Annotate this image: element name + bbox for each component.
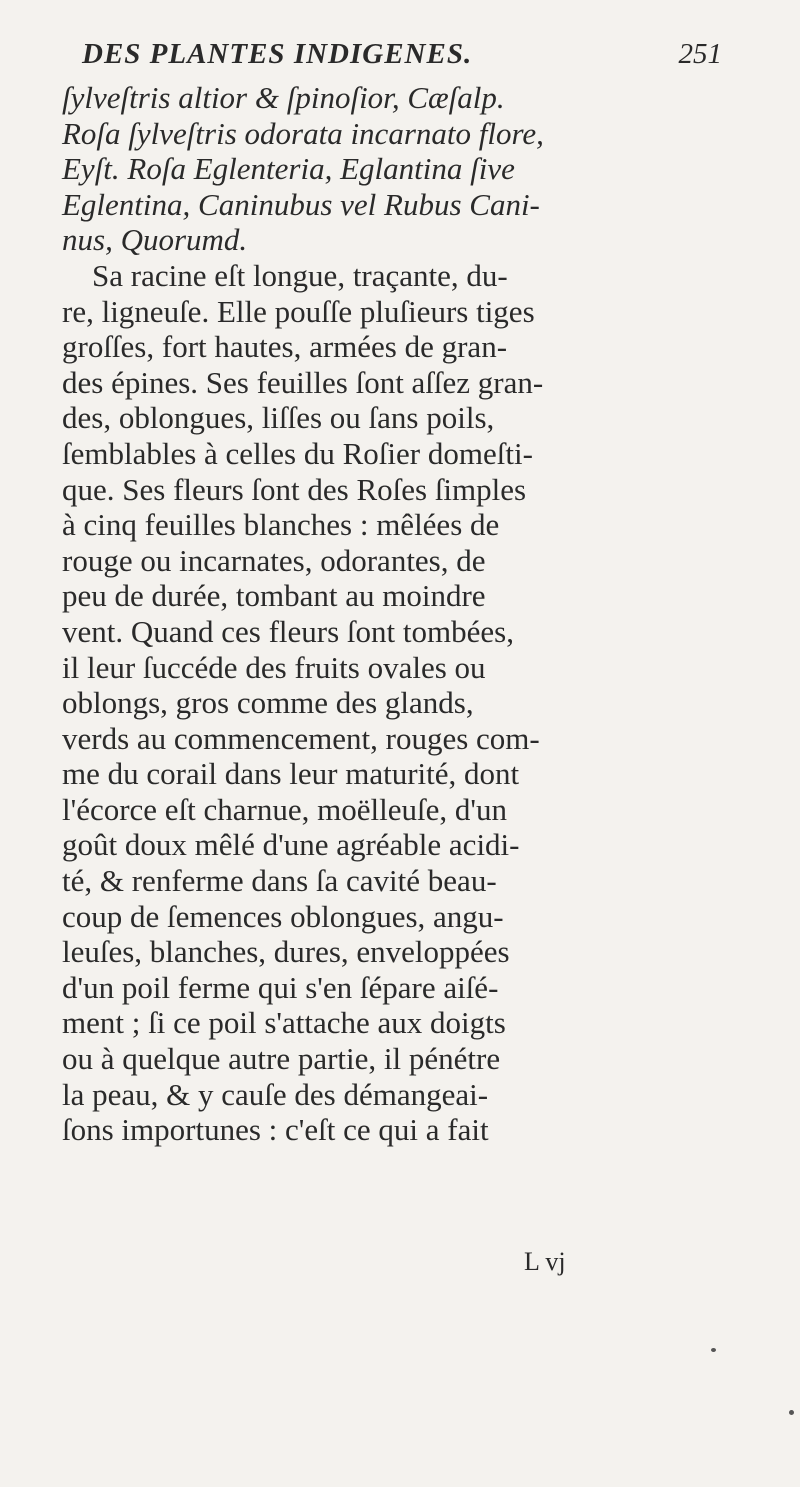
text-line: à cinq feuilles blanches : mêlées de [62,507,500,543]
body-text [62,80,752,1148]
text-line: ou à quelque autre partie, il pénétre [62,1041,501,1077]
text-line: Roſa ſylveſtris odorata incarnato flore, [62,115,544,151]
signature-mark: L vj [524,1247,566,1276]
text-line: il leur ſuccéde des fruits ovales ou [62,649,486,685]
text-line: peu de durée, tombant au moindre [62,578,486,614]
text-line: Eglentina, Caninubus vel Rubus Cani- [62,186,540,222]
page-number: 251 [678,38,722,70]
text-line: verds au commencement, rouges com- [62,720,540,756]
text-line: groſſes, fort hautes, armées de gran- [62,329,508,365]
ink-speck [789,1410,794,1415]
text-line: la peau, & y cauſe des démangeai- [62,1076,489,1112]
text-line: des épines. Ses feuilles ſont aſſez gran- [62,364,544,400]
text-line: des, oblongues, liſſes ou ſans poils, [62,400,495,436]
text-line: l'écorce eſt charnue, moëlleuſe, d'un [62,791,507,827]
text-line: vent. Quand ces fleurs ſont tombées, [62,613,514,649]
text-line: rouge ou incarnates, odorantes, de [62,542,486,578]
text-line: ſemblables à celles du Roſier domeſti- [62,435,533,471]
text-line: ſylveſtris altior & ſpinoſior, Cæſalp. [62,80,505,115]
text-line: me du corail dans leur maturité, dont [62,756,520,792]
running-title: DES PLANTES INDIGENES. [82,38,473,70]
text-line: coup de ſemences oblongues, angu- [62,898,504,934]
text-line: oblongs, gros comme des glands, [62,685,474,721]
text-line: leuſes, blanches, dures, enveloppées [62,934,510,970]
text-line: Sa racine eſt longue, traçante, du- [92,257,508,293]
ink-speck [711,1348,716,1352]
text-line: ſons importunes : c'eſt ce qui a fait [62,1112,489,1148]
text-line: goût doux mêlé d'une agréable acidi- [62,827,520,863]
text-line: Eyſt. Roſa Eglenteria, Eglantina ſive [62,151,515,187]
running-head [82,38,722,78]
text-line: que. Ses fleurs ſont des Roſes ſimples [62,471,527,507]
text-line: re, ligneuſe. Elle pouſſe pluſieurs tiges [62,293,535,329]
text-line: ment ; ſi ce poil s'attache aux doigts [62,1005,506,1041]
text-line: nus, Quorumd. [62,222,248,258]
text-line: d'un poil ferme qui s'en ſépare aiſé- [62,969,499,1005]
text-line: té, & renferme dans ſa cavité beau- [62,863,497,899]
